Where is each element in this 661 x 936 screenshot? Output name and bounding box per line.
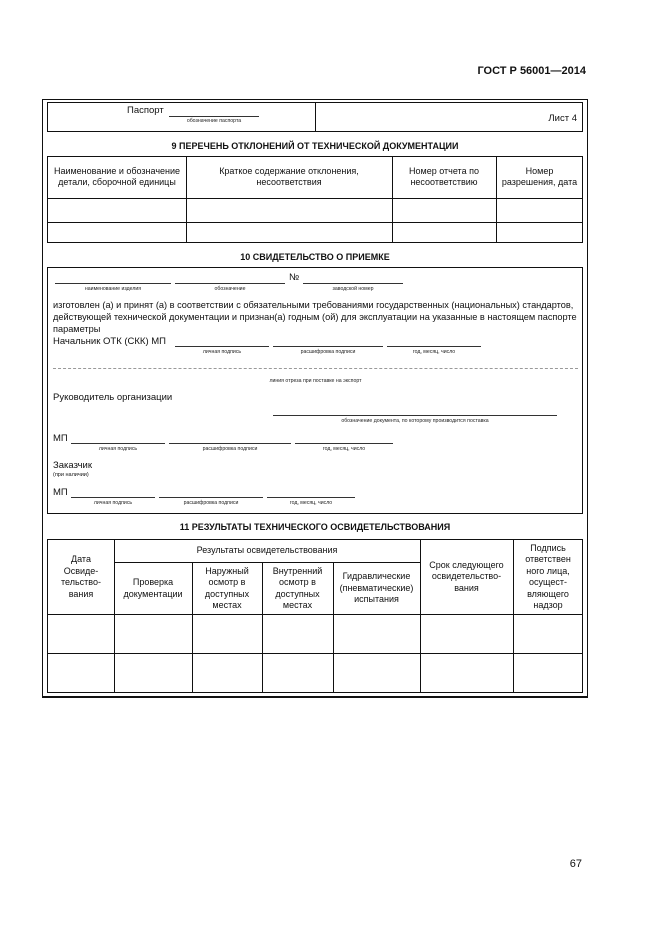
section9-title: 9 ПЕРЕЧЕНЬ ОТКЛОНЕНИЙ ОТ ТЕХНИЧЕСКОЙ ДОКУМЕНТАЦИИ: [171, 141, 459, 151]
delivery-document-line[interactable]: [273, 415, 557, 416]
caption-product-name: наименование изделия: [84, 286, 142, 292]
head-caption-signature: личная подпись: [98, 446, 138, 452]
product-name-line[interactable]: [55, 283, 171, 284]
customer-note: (при наличии): [53, 472, 89, 478]
section11-title: 11 РЕЗУЛЬТАТЫ ТЕХНИЧЕСКОГО ОСВИДЕТЕЛЬСТВОВАНИЯ: [179, 522, 451, 532]
s11-col-internal: Внутренний осмотр в доступных местах: [272, 565, 323, 610]
acceptance-text: изготовлен (а) и принят (а) в соответствии с обязательными требованиями государственных (национальных) стандартов, действующей технической документации и признан(а) годным (ой) для эксплуатации на указанные в настоящем паспорте параметры: [53, 300, 577, 334]
otk-caption-signature: личная подпись: [202, 349, 242, 355]
cut-line-caption: линия отреза при поставке на экспорт: [269, 378, 362, 384]
otk-label: Начальник ОТК (СКК) МП: [53, 336, 167, 347]
s11-col-date: Дата Освиде-тельство-вания: [61, 554, 101, 599]
s9-col-content: Краткое содержание отклонения, несоответствия: [219, 165, 359, 187]
passport-label: Паспорт: [127, 105, 164, 116]
head-date-line[interactable]: [295, 443, 393, 444]
customer-name-line[interactable]: [159, 497, 263, 498]
customer-caption-date: год, месяц, число: [289, 500, 333, 506]
customer-mp-label: МП: [53, 487, 68, 498]
s11-group-header: Результаты освидетельствования: [196, 545, 338, 556]
s11-col-sign: Подпись ответствен ного лица, осущест-вляющего надзор: [525, 542, 571, 610]
customer-signature-line[interactable]: [71, 497, 155, 498]
s9-col-name: Наименование и обозначение детали, сборочной единицы: [53, 165, 181, 187]
head-caption-date: год, месяц, число: [322, 446, 366, 452]
head-mp-label: МП: [53, 433, 68, 444]
product-designation-line[interactable]: [175, 283, 285, 284]
caption-serial: заводской номер: [332, 286, 374, 292]
customer-caption-signature: личная подпись: [93, 500, 133, 506]
standard-number: ГОСТ Р 56001—2014: [477, 65, 586, 77]
s11-col-external: Наружный осмотр в доступных местах: [204, 565, 250, 610]
caption-designation: обозначение: [214, 286, 246, 292]
head-caption-name: расшифровка подписи: [202, 446, 258, 452]
s11-col-next: Срок следующего освидетельство-вания: [429, 559, 504, 593]
number-sign: №: [289, 272, 300, 283]
otk-date-line[interactable]: [387, 346, 481, 347]
section10-title: 10 СВИДЕТЕЛЬСТВО О ПРИЕМКЕ: [240, 252, 390, 262]
sheet-number: Лист 4: [548, 113, 577, 124]
customer-label: Заказчик: [53, 460, 93, 471]
customer-caption-name: расшифровка подписи: [183, 500, 239, 506]
customer-date-line[interactable]: [267, 497, 355, 498]
passport-number-line[interactable]: [169, 116, 259, 117]
s9-col-permit: Номер разрешения, дата: [501, 165, 578, 187]
page-number: 67: [569, 858, 582, 870]
s11-col-docs: Проверка документации: [123, 577, 183, 599]
otk-signature-line[interactable]: [175, 346, 269, 347]
serial-number-line[interactable]: [303, 283, 403, 284]
delivery-document-caption: обозначение документа, по которому производится поставка: [341, 418, 489, 424]
otk-caption-name: расшифровка подписи: [300, 349, 356, 355]
head-label: Руководитель организации: [53, 392, 173, 403]
head-signature-line[interactable]: [71, 443, 165, 444]
otk-caption-date: год, месяц, число: [412, 349, 456, 355]
s11-col-hydraulic: Гидравлические (пневматические) испытания: [339, 571, 414, 605]
s9-col-report: Номер отчета по несоответствию: [409, 165, 479, 187]
cut-line: [53, 368, 578, 369]
passport-caption: обозначение паспорта: [186, 118, 242, 124]
passport-form: [42, 99, 588, 698]
head-name-line[interactable]: [169, 443, 291, 444]
otk-name-line[interactable]: [273, 346, 383, 347]
